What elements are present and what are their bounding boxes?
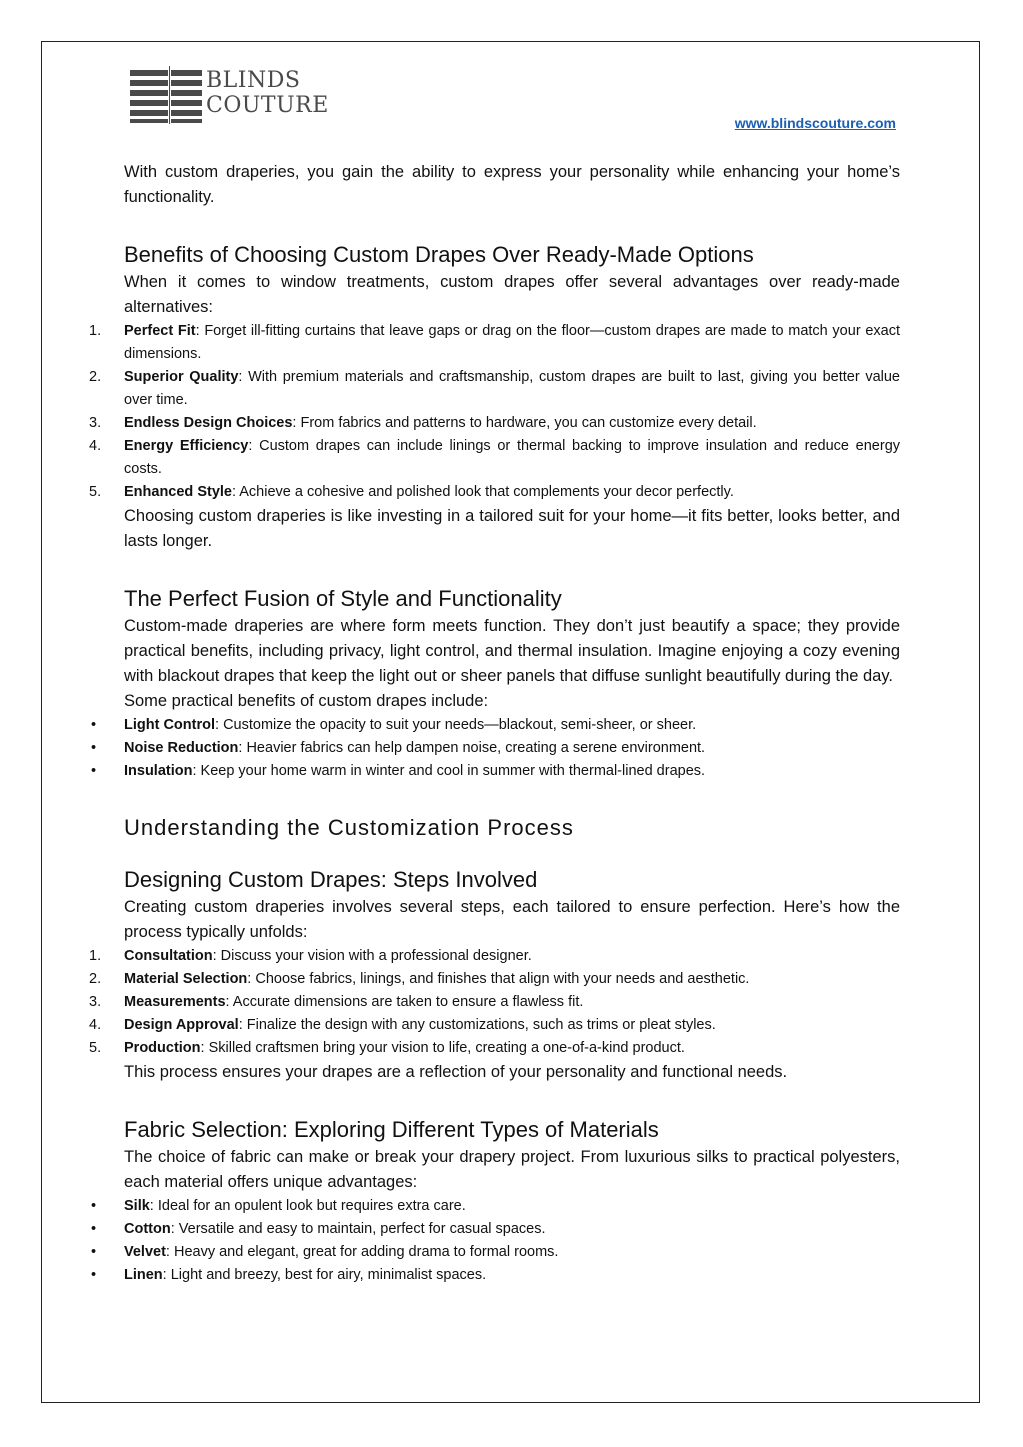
fabric-lead: The choice of fabric can make or break your drapery project. From luxurious silks to practical polyesters, each material offers unique advantages: (124, 1148, 900, 1191)
list-item: 5. Production: Skilled craftsmen bring your vision to life, creating a one-of-a-kind product. (89, 1040, 685, 1056)
list-item: 3. Measurements: Accurate dimensions are taken to ensure a flawless fit. (89, 994, 584, 1010)
list-item: 4. Energy Efficiency: Custom drapes can include linings or thermal backing to improve insulation and reduce energy costs. (89, 438, 901, 477)
benefits-closing: Choosing custom draperies is like investing in a tailored suit for your home—it fits better, looks better, and lasts longer. (124, 507, 900, 550)
list-item: • Light Control: Customize the opacity to suit your needs—blackout, semi-sheer, or sheer. (91, 717, 697, 733)
list-item: 2. Material Selection: Choose fabrics, linings, and finishes that align with your needs and aesthetic. (89, 971, 750, 987)
intro-paragraph: With custom draperies, you gain the ability to express your personality while enhancing your home’s functionality. (124, 163, 900, 206)
list-item: • Velvet: Heavy and elegant, great for adding drama to formal rooms. (91, 1244, 559, 1260)
benefits-list (89, 320, 901, 504)
list-item: • Silk: Ideal for an opulent look but requires extra care. (91, 1198, 466, 1214)
steps-closing: This process ensures your drapes are a reflection of your personality and functional needs. (124, 1063, 788, 1081)
blinds-logo-icon (130, 64, 206, 126)
list-item: • Cotton: Versatile and easy to maintain, perfect for casual spaces. (91, 1221, 546, 1237)
blinds-couture-logo (130, 64, 360, 126)
list-item: • Linen: Light and breezy, best for airy, minimalist spaces. (91, 1267, 487, 1283)
fusion-lead: Some practical benefits of custom drapes include: (124, 692, 489, 710)
benefits-heading: Benefits of Choosing Custom Drapes Over Ready-Made Options (124, 242, 754, 267)
list-item: • Insulation: Keep your home warm in winter and cool in summer with thermal-lined drapes. (91, 763, 706, 779)
steps-list (89, 945, 900, 1060)
website-link[interactable]: www.blindscouture.com (734, 115, 896, 131)
list-item: • Noise Reduction: Heavier fabrics can help dampen noise, creating a serene environment. (91, 740, 706, 756)
logo-wordmark (206, 68, 329, 118)
steps-lead: Creating custom draperies involves several steps, each tailored to ensure perfection. Here’s how the process typically unfolds: (124, 898, 900, 941)
logo-line-1: BLINDS (206, 68, 301, 93)
process-heading: Understanding the Customization Process (124, 815, 574, 840)
list-item: 5. Enhanced Style: Achieve a cohesive and polished look that complements your decor perfectly. (89, 484, 734, 500)
list-item: 3. Endless Design Choices: From fabrics and patterns to hardware, you can customize every detail. (89, 415, 757, 431)
fusion-list (91, 714, 900, 783)
fusion-heading: The Perfect Fusion of Style and Functionality (124, 586, 562, 611)
document-body (89, 160, 901, 1287)
fusion-paragraph: Custom-made draperies are where form meets function. They don’t just beautify a space; they provide practical benefits, including privacy, light control, and thermal insulation. Imagine enjoying a cozy evening with blackout drapes that keep the light out or sheer panels that diffuse sunlight beautifully during the day. (124, 617, 900, 685)
fabric-heading: Fabric Selection: Exploring Different Types of Materials (124, 1117, 659, 1142)
list-item: 1. Perfect Fit: Forget ill-fitting curtains that leave gaps or drag on the floor—custom drapes are made to match your exact dimensions. (89, 323, 900, 362)
list-item: 1. Consultation: Discuss your vision with a professional designer. (89, 948, 532, 964)
steps-heading: Designing Custom Drapes: Steps Involved (124, 867, 538, 892)
list-item: 4. Design Approval: Finalize the design with any customizations, such as trims or pleat styles. (89, 1017, 716, 1033)
benefits-lead: When it comes to window treatments, custom drapes offer several advantages over ready-made alternatives: (124, 273, 900, 316)
fabric-list (91, 1195, 900, 1287)
logo-line-2: COUTURE (206, 93, 329, 118)
list-item: 2. Superior Quality: With premium materials and craftsmanship, custom drapes are built to last, giving you better value over time. (89, 369, 900, 408)
